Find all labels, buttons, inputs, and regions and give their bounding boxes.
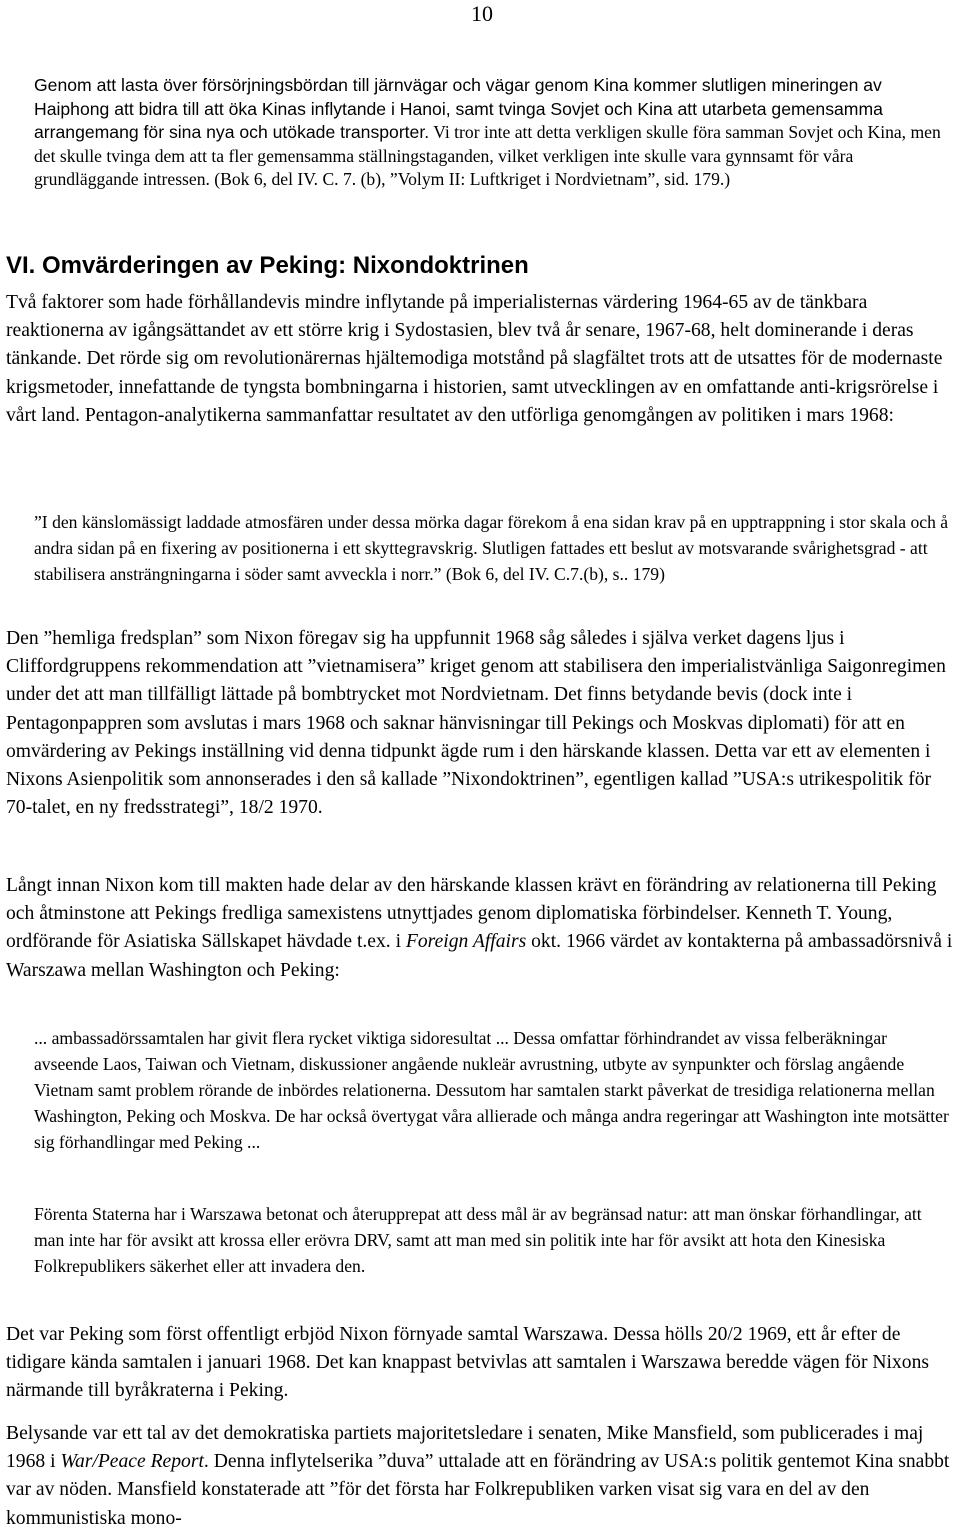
intro-serif-text: Vi tror inte att detta verkligen skulle föra samman Sovjet och Kina, men det skulle tvinga dem att ta fler gemensamma ställningstaganden, vilket verkligen inte skulle vara gynnsamt för våra grundläggande intressen. (Bok 6, del IV. C. 7. (b), ”Volym II: Luftkriget i Nordvietnam”, sid. 179.) xyxy=(34,122,941,190)
blockquote-young-1: ... ambassadörssamtalen har givit flera rycket viktiga sidoresultat ... Dessa omfattar förhindrandet av vissa felberäkningar avseende Laos, Taiwan och Vietnam, diskussioner angående nukleär avrustning, utbyte av synpunkter och förslag angående Vietnam samt problem rörande de inbördes relationerna. Dessutom har samtalen starkt påverkat de tresidiga relationerna mellan Washington, Peking och Moskva. De har också övertygat våra allierade och många andra regeringar att Washington inte motsätter sig förhandlingar med Peking ... xyxy=(34,1028,949,1152)
journal-title-war-peace-report: War/Peace Report xyxy=(60,1451,204,1473)
blockquote-young-2: Förenta Staterna har i Warszawa betonat och återupprepat att dess mål är av begränsad natur: att man önskar förhandlingar, att man inte har för avsikt att krossa eller erövra DRV, samt att man med sin politik inte har för avsikt att hota den Kinesiska Folkrepublikers säkerhet eller att invadera den. xyxy=(34,1204,922,1276)
journal-title-foreign-affairs: Foreign Affairs xyxy=(405,931,527,953)
paragraph-factors: Två faktorer som hade förhållandevis mindre inflytande på imperialisternas värdering 1964-65 av de tänkbara reaktionerna av igångsättandet av ett större krig i Sydostasien, blev två år senare, 1967-68, helt dominerande i deras tänkande. Det rörde sig om revolutionärernas hjältemodiga motstånd på slagfältet trots att de utsattes för de modernaste krigsmetoder, innefattande de tyngsta bombningarna i historien, samt utvecklingen av en omfattande anti-krigsrörelse i vårt land. Pentagon-analytikerna sammanfattar resultatet av den utförliga genomgången av politiken i mars 1968: xyxy=(6,292,943,426)
intro-sans-text: Genom att lasta över försörjningsbördan till järnvägar och vägar genom Kina kommer slutligen mineringen av Haiphong att bidra till att öka Kinas inflytande i Hanoi, samt tvinga Sovjet och Kina att utarbeta gemensamma arrangemang för sina nya och utökade transporter. xyxy=(34,75,883,143)
intro-paragraph xyxy=(34,74,959,192)
section-heading: VI. Omvärderingen av Peking: Nixondoktrinen xyxy=(6,252,529,279)
paragraph-young xyxy=(6,872,958,985)
paragraph-warszawa: Det var Peking som först offentligt erbjöd Nixon förnyade samtal Warszawa. Dessa hölls 20/2 1969, ett år efter de tidigare kända samtalen i januari 1968. Det kan knappast betvivlas att samtalen i Warszawa beredde vägen för Nixons närmande till byråkraterna i Peking. xyxy=(6,1324,930,1402)
paragraph-mansfield-text-2: . Denna inflytelserika ”duva” uttalade att en förändring av USA:s politik gentemot Kina snabbt var av nöden. Mansfield konstaterade att ”för det första har Folkrepubliken varken visat sig vara en del av den kommunistiska mono- xyxy=(6,1451,950,1529)
paragraph-mansfield-text-1: Belysande var ett tal av det demokratiska partiets majoritetsledare i senaten, Mike Mansfield, som publicerades i maj 1968 i xyxy=(6,1423,924,1473)
paragraph-young-text-1: Långt innan Nixon kom till makten hade delar av den härskande klassen krävt en förändring av relationerna till Peking och åtminstone att Pekings fredliga samexistens utnyttjades genom diplomatiska förbindelser. Kenneth T. Young, ordförande för Asiatiska Sällskapet hävdade t.ex. i xyxy=(6,875,937,953)
page-number: 10 xyxy=(471,1,493,26)
paragraph-fredsplan: Den ”hemliga fredsplan” som Nixon föregav sig ha uppfunnit 1968 såg således i själva verket dagens ljus i Cliffordgruppens rekommendation att ”vietnamisera” kriget genom att stabilisera den imperialistvänliga Saigonregimen under det att man tillfälligt lättade på bombtrycket mot Nordvietnam. Det finns betydande bevis (dock inte i Pentagonpappren som avslutas i mars 1968 och saknar hänvisningar till Pekings och Moskvas diplomati) för att en omvärdering av Pekings inställning vid denna tidpunkt ägde rum i den härskande klassen. Detta var ett av elementen i Nixons Asienpolitik som annonserades i den så kallade ”Nixondoktrinen”, egentligen kallad ”USA:s utrikespolitik för 70-talet, en ny fredsstrategi”, 18/2 1970. xyxy=(6,628,946,819)
paragraph-mansfield xyxy=(6,1420,958,1533)
blockquote-1968: ”I den känslomässigt laddade atmosfären under dessa mörka dagar förekom å ena sidan krav på en upptrappning i stor skala och å andra sidan på en fixering av positionerna i ett skyttegravskrig. Slutligen fattades ett beslut av motsvarande svårighetsgrad - att stabilisera ansträngningarna i söder samt avveckla i norr.” (Bok 6, del IV. C.7.(b), s.. 179) xyxy=(34,512,949,584)
paragraph-young-text-2: okt. 1966 värdet av kontakterna på ambassadörsnivå i Warszawa mellan Washington och Peking: xyxy=(6,931,953,981)
